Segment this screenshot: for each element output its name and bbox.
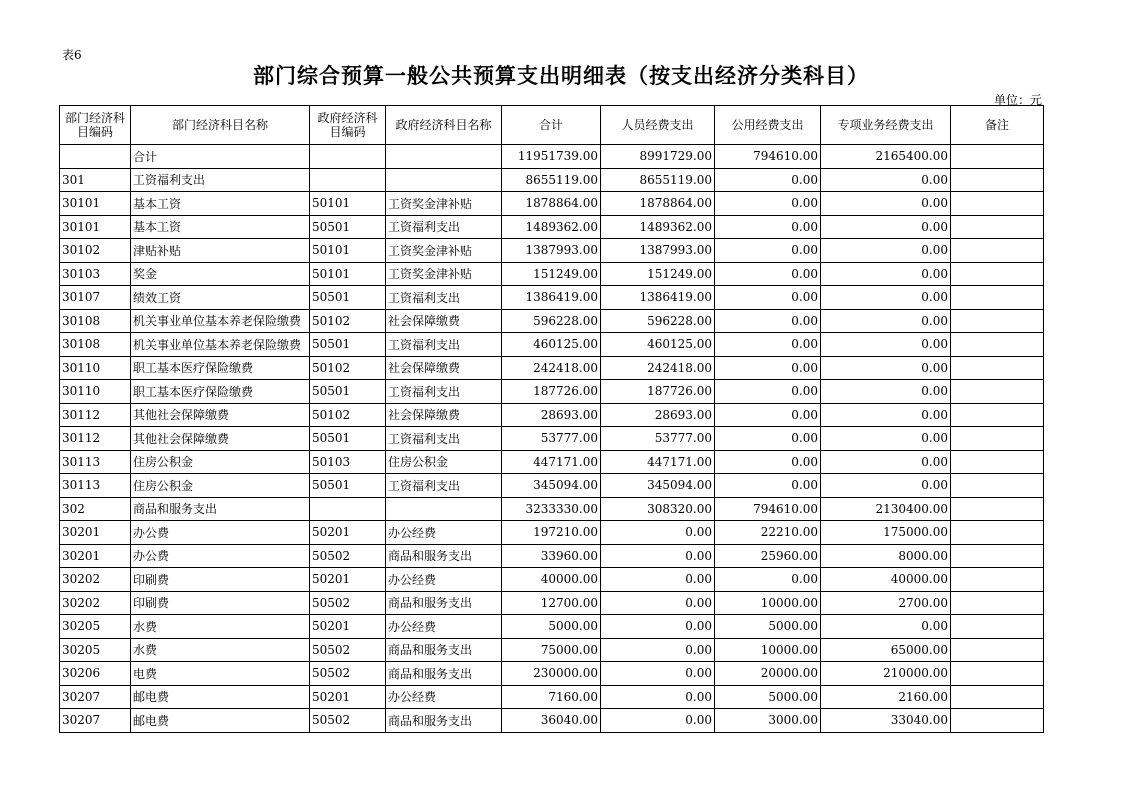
header-personnel: 人员经费支出 bbox=[601, 106, 715, 145]
table-row bbox=[60, 427, 1044, 451]
cell-dept-name: 住房公积金 bbox=[131, 474, 310, 498]
table-row bbox=[60, 239, 1044, 263]
table-body bbox=[60, 145, 1044, 733]
cell-total: 230000.00 bbox=[502, 662, 601, 686]
cell-personnel: 1878864.00 bbox=[601, 192, 715, 216]
header-total: 合计 bbox=[502, 106, 601, 145]
cell-dept-name: 其他社会保障缴费 bbox=[131, 403, 310, 427]
table-row bbox=[60, 638, 1044, 662]
cell-gov-code bbox=[310, 497, 386, 521]
cell-special: 33040.00 bbox=[821, 709, 951, 733]
cell-special: 0.00 bbox=[821, 333, 951, 357]
cell-public: 0.00 bbox=[715, 262, 821, 286]
cell-total: 1387993.00 bbox=[502, 239, 601, 263]
table-row bbox=[60, 168, 1044, 192]
table-row bbox=[60, 544, 1044, 568]
cell-dept-name: 水费 bbox=[131, 615, 310, 639]
cell-public: 10000.00 bbox=[715, 591, 821, 615]
cell-public: 0.00 bbox=[715, 309, 821, 333]
cell-dept-name: 职工基本医疗保险缴费 bbox=[131, 380, 310, 404]
cell-note bbox=[951, 380, 1044, 404]
cell-gov-code: 50201 bbox=[310, 521, 386, 545]
cell-note bbox=[951, 474, 1044, 498]
budget-table bbox=[59, 105, 1044, 733]
cell-personnel: 0.00 bbox=[601, 709, 715, 733]
cell-personnel: 0.00 bbox=[601, 638, 715, 662]
table-row bbox=[60, 662, 1044, 686]
cell-gov-code: 50201 bbox=[310, 568, 386, 592]
cell-special: 0.00 bbox=[821, 239, 951, 263]
cell-dept-code: 30201 bbox=[60, 521, 131, 545]
cell-dept-name: 邮电费 bbox=[131, 709, 310, 733]
cell-gov-name: 社会保障缴费 bbox=[386, 309, 502, 333]
cell-personnel: 8655119.00 bbox=[601, 168, 715, 192]
cell-special: 40000.00 bbox=[821, 568, 951, 592]
cell-dept-code: 30103 bbox=[60, 262, 131, 286]
cell-special: 175000.00 bbox=[821, 521, 951, 545]
cell-public: 0.00 bbox=[715, 192, 821, 216]
cell-personnel: 0.00 bbox=[601, 568, 715, 592]
table-row bbox=[60, 709, 1044, 733]
table-row bbox=[60, 309, 1044, 333]
table-row bbox=[60, 145, 1044, 169]
cell-gov-name: 商品和服务支出 bbox=[386, 591, 502, 615]
cell-total: 5000.00 bbox=[502, 615, 601, 639]
cell-public: 5000.00 bbox=[715, 615, 821, 639]
cell-personnel: 345094.00 bbox=[601, 474, 715, 498]
cell-public: 0.00 bbox=[715, 403, 821, 427]
cell-public: 0.00 bbox=[715, 333, 821, 357]
cell-special: 0.00 bbox=[821, 474, 951, 498]
table-row bbox=[60, 403, 1044, 427]
cell-personnel: 0.00 bbox=[601, 544, 715, 568]
cell-gov-code bbox=[310, 168, 386, 192]
cell-gov-code: 50502 bbox=[310, 709, 386, 733]
cell-dept-code: 30207 bbox=[60, 685, 131, 709]
table-row bbox=[60, 521, 1044, 545]
cell-gov-code: 50101 bbox=[310, 192, 386, 216]
cell-dept-code: 30113 bbox=[60, 450, 131, 474]
cell-total: 151249.00 bbox=[502, 262, 601, 286]
cell-gov-code: 50501 bbox=[310, 215, 386, 239]
header-special: 专项业务经费支出 bbox=[821, 106, 951, 145]
table-row bbox=[60, 380, 1044, 404]
cell-special: 0.00 bbox=[821, 309, 951, 333]
cell-note bbox=[951, 521, 1044, 545]
cell-gov-code: 50501 bbox=[310, 286, 386, 310]
cell-note bbox=[951, 239, 1044, 263]
cell-special: 0.00 bbox=[821, 262, 951, 286]
table-row bbox=[60, 356, 1044, 380]
table-row bbox=[60, 615, 1044, 639]
cell-note bbox=[951, 544, 1044, 568]
header-gov-code: 政府经济科目编码 bbox=[310, 106, 386, 145]
cell-note bbox=[951, 145, 1044, 169]
cell-personnel: 28693.00 bbox=[601, 403, 715, 427]
cell-personnel: 53777.00 bbox=[601, 427, 715, 451]
cell-public: 25960.00 bbox=[715, 544, 821, 568]
cell-dept-name: 机关事业单位基本养老保险缴费 bbox=[131, 333, 310, 357]
cell-note bbox=[951, 662, 1044, 686]
cell-dept-name: 电费 bbox=[131, 662, 310, 686]
cell-personnel: 242418.00 bbox=[601, 356, 715, 380]
cell-personnel: 0.00 bbox=[601, 521, 715, 545]
cell-public: 0.00 bbox=[715, 380, 821, 404]
cell-gov-code: 50102 bbox=[310, 403, 386, 427]
cell-dept-code: 30207 bbox=[60, 709, 131, 733]
cell-note bbox=[951, 286, 1044, 310]
cell-gov-name: 工资福利支出 bbox=[386, 286, 502, 310]
cell-total: 460125.00 bbox=[502, 333, 601, 357]
cell-public: 3000.00 bbox=[715, 709, 821, 733]
cell-note bbox=[951, 192, 1044, 216]
cell-dept-code: 30102 bbox=[60, 239, 131, 263]
cell-note bbox=[951, 497, 1044, 521]
cell-gov-name: 住房公积金 bbox=[386, 450, 502, 474]
cell-personnel: 0.00 bbox=[601, 591, 715, 615]
cell-dept-code: 30101 bbox=[60, 192, 131, 216]
cell-gov-name: 工资福利支出 bbox=[386, 427, 502, 451]
cell-personnel: 1387993.00 bbox=[601, 239, 715, 263]
table-row bbox=[60, 333, 1044, 357]
cell-gov-name: 商品和服务支出 bbox=[386, 638, 502, 662]
cell-dept-name: 基本工资 bbox=[131, 215, 310, 239]
table-row bbox=[60, 215, 1044, 239]
cell-total: 7160.00 bbox=[502, 685, 601, 709]
cell-note bbox=[951, 450, 1044, 474]
cell-gov-name: 工资奖金津补贴 bbox=[386, 239, 502, 263]
cell-personnel: 308320.00 bbox=[601, 497, 715, 521]
table-row bbox=[60, 685, 1044, 709]
cell-personnel: 447171.00 bbox=[601, 450, 715, 474]
cell-note bbox=[951, 262, 1044, 286]
cell-total: 12700.00 bbox=[502, 591, 601, 615]
table-row bbox=[60, 591, 1044, 615]
cell-dept-code: 30206 bbox=[60, 662, 131, 686]
cell-dept-name: 基本工资 bbox=[131, 192, 310, 216]
table-row bbox=[60, 568, 1044, 592]
cell-note bbox=[951, 215, 1044, 239]
cell-public: 5000.00 bbox=[715, 685, 821, 709]
cell-total: 40000.00 bbox=[502, 568, 601, 592]
cell-special: 8000.00 bbox=[821, 544, 951, 568]
cell-total: 1878864.00 bbox=[502, 192, 601, 216]
cell-special: 0.00 bbox=[821, 450, 951, 474]
cell-dept-code: 30110 bbox=[60, 380, 131, 404]
cell-public: 0.00 bbox=[715, 450, 821, 474]
cell-special: 2165400.00 bbox=[821, 145, 951, 169]
cell-gov-code bbox=[310, 145, 386, 169]
cell-personnel: 0.00 bbox=[601, 685, 715, 709]
cell-note bbox=[951, 709, 1044, 733]
cell-gov-name: 社会保障缴费 bbox=[386, 356, 502, 380]
cell-note bbox=[951, 615, 1044, 639]
cell-gov-name bbox=[386, 168, 502, 192]
cell-public: 0.00 bbox=[715, 568, 821, 592]
cell-gov-code: 50501 bbox=[310, 333, 386, 357]
cell-gov-name: 工资福利支出 bbox=[386, 215, 502, 239]
cell-dept-name: 印刷费 bbox=[131, 568, 310, 592]
cell-gov-code: 50502 bbox=[310, 662, 386, 686]
cell-dept-code: 30112 bbox=[60, 403, 131, 427]
cell-public: 0.00 bbox=[715, 474, 821, 498]
cell-gov-code: 50201 bbox=[310, 685, 386, 709]
cell-dept-code: 30202 bbox=[60, 568, 131, 592]
cell-special: 0.00 bbox=[821, 403, 951, 427]
cell-gov-code: 50502 bbox=[310, 591, 386, 615]
cell-special: 0.00 bbox=[821, 168, 951, 192]
table-row bbox=[60, 286, 1044, 310]
cell-gov-code: 50102 bbox=[310, 309, 386, 333]
header-dept-name: 部门经济科目名称 bbox=[131, 106, 310, 145]
cell-public: 0.00 bbox=[715, 427, 821, 451]
cell-gov-code: 50201 bbox=[310, 615, 386, 639]
cell-personnel: 1489362.00 bbox=[601, 215, 715, 239]
cell-total: 11951739.00 bbox=[502, 145, 601, 169]
cell-dept-name: 邮电费 bbox=[131, 685, 310, 709]
cell-public: 20000.00 bbox=[715, 662, 821, 686]
cell-note bbox=[951, 638, 1044, 662]
cell-total: 3233330.00 bbox=[502, 497, 601, 521]
cell-gov-name: 商品和服务支出 bbox=[386, 662, 502, 686]
cell-public: 0.00 bbox=[715, 168, 821, 192]
cell-gov-name: 商品和服务支出 bbox=[386, 544, 502, 568]
cell-gov-code: 50101 bbox=[310, 262, 386, 286]
cell-dept-code: 30205 bbox=[60, 615, 131, 639]
cell-gov-code: 50501 bbox=[310, 427, 386, 451]
unit-label: 单位：元 bbox=[993, 93, 1042, 107]
cell-note bbox=[951, 168, 1044, 192]
cell-personnel: 0.00 bbox=[601, 615, 715, 639]
cell-dept-code bbox=[60, 145, 131, 169]
cell-dept-code: 30205 bbox=[60, 638, 131, 662]
cell-special: 0.00 bbox=[821, 192, 951, 216]
cell-dept-code: 30110 bbox=[60, 356, 131, 380]
cell-gov-code: 50102 bbox=[310, 356, 386, 380]
cell-dept-code: 30101 bbox=[60, 215, 131, 239]
cell-dept-name: 绩效工资 bbox=[131, 286, 310, 310]
cell-dept-name: 合计 bbox=[131, 145, 310, 169]
header-public: 公用经费支出 bbox=[715, 106, 821, 145]
cell-dept-name: 水费 bbox=[131, 638, 310, 662]
cell-note bbox=[951, 568, 1044, 592]
cell-gov-name: 工资奖金津补贴 bbox=[386, 262, 502, 286]
cell-gov-name: 办公经费 bbox=[386, 615, 502, 639]
cell-special: 0.00 bbox=[821, 286, 951, 310]
cell-special: 2700.00 bbox=[821, 591, 951, 615]
cell-special: 0.00 bbox=[821, 427, 951, 451]
cell-special: 0.00 bbox=[821, 356, 951, 380]
cell-public: 0.00 bbox=[715, 215, 821, 239]
cell-gov-code: 50101 bbox=[310, 239, 386, 263]
table-row bbox=[60, 192, 1044, 216]
cell-gov-code: 50502 bbox=[310, 544, 386, 568]
table-row bbox=[60, 474, 1044, 498]
cell-total: 447171.00 bbox=[502, 450, 601, 474]
cell-total: 8655119.00 bbox=[502, 168, 601, 192]
cell-dept-name: 奖金 bbox=[131, 262, 310, 286]
cell-dept-name: 机关事业单位基本养老保险缴费 bbox=[131, 309, 310, 333]
cell-gov-name: 社会保障缴费 bbox=[386, 403, 502, 427]
cell-gov-code: 50501 bbox=[310, 380, 386, 404]
cell-gov-name: 办公经费 bbox=[386, 568, 502, 592]
cell-special: 2130400.00 bbox=[821, 497, 951, 521]
cell-public: 794610.00 bbox=[715, 497, 821, 521]
cell-gov-name: 办公经费 bbox=[386, 685, 502, 709]
cell-total: 53777.00 bbox=[502, 427, 601, 451]
cell-public: 0.00 bbox=[715, 239, 821, 263]
cell-public: 794610.00 bbox=[715, 145, 821, 169]
cell-note bbox=[951, 403, 1044, 427]
cell-personnel: 0.00 bbox=[601, 662, 715, 686]
cell-dept-code: 30202 bbox=[60, 591, 131, 615]
cell-personnel: 1386419.00 bbox=[601, 286, 715, 310]
cell-gov-name bbox=[386, 497, 502, 521]
cell-note bbox=[951, 685, 1044, 709]
cell-dept-name: 办公费 bbox=[131, 521, 310, 545]
cell-total: 33960.00 bbox=[502, 544, 601, 568]
cell-dept-name: 职工基本医疗保险缴费 bbox=[131, 356, 310, 380]
header-row bbox=[60, 106, 1044, 145]
cell-note bbox=[951, 356, 1044, 380]
cell-public: 0.00 bbox=[715, 286, 821, 310]
header-gov-name: 政府经济科目名称 bbox=[386, 106, 502, 145]
cell-note bbox=[951, 591, 1044, 615]
cell-dept-code: 30108 bbox=[60, 309, 131, 333]
table-number: 表6 bbox=[62, 48, 82, 62]
cell-total: 36040.00 bbox=[502, 709, 601, 733]
cell-gov-name: 工资奖金津补贴 bbox=[386, 192, 502, 216]
cell-dept-code: 302 bbox=[60, 497, 131, 521]
cell-dept-name: 津贴补贴 bbox=[131, 239, 310, 263]
cell-dept-name: 办公费 bbox=[131, 544, 310, 568]
header-note: 备注 bbox=[951, 106, 1044, 145]
cell-note bbox=[951, 427, 1044, 451]
cell-note bbox=[951, 309, 1044, 333]
cell-total: 596228.00 bbox=[502, 309, 601, 333]
cell-gov-code: 50501 bbox=[310, 474, 386, 498]
cell-dept-name: 工资福利支出 bbox=[131, 168, 310, 192]
cell-personnel: 460125.00 bbox=[601, 333, 715, 357]
cell-total: 187726.00 bbox=[502, 380, 601, 404]
cell-dept-code: 30112 bbox=[60, 427, 131, 451]
cell-special: 0.00 bbox=[821, 380, 951, 404]
page-title: 部门综合预算一般公共预算支出明细表（按支出经济分类科目） bbox=[253, 64, 869, 88]
cell-total: 1386419.00 bbox=[502, 286, 601, 310]
cell-gov-name bbox=[386, 145, 502, 169]
cell-dept-name: 其他社会保障缴费 bbox=[131, 427, 310, 451]
cell-personnel: 187726.00 bbox=[601, 380, 715, 404]
cell-dept-code: 30113 bbox=[60, 474, 131, 498]
cell-total: 75000.00 bbox=[502, 638, 601, 662]
cell-special: 0.00 bbox=[821, 615, 951, 639]
cell-gov-name: 办公经费 bbox=[386, 521, 502, 545]
cell-public: 0.00 bbox=[715, 356, 821, 380]
cell-dept-code: 30201 bbox=[60, 544, 131, 568]
cell-total: 1489362.00 bbox=[502, 215, 601, 239]
cell-gov-code: 50103 bbox=[310, 450, 386, 474]
cell-dept-name: 印刷费 bbox=[131, 591, 310, 615]
cell-total: 345094.00 bbox=[502, 474, 601, 498]
table-row bbox=[60, 450, 1044, 474]
cell-special: 0.00 bbox=[821, 215, 951, 239]
cell-gov-name: 商品和服务支出 bbox=[386, 709, 502, 733]
cell-special: 2160.00 bbox=[821, 685, 951, 709]
header-dept-code: 部门经济科目编码 bbox=[60, 106, 131, 145]
cell-dept-code: 301 bbox=[60, 168, 131, 192]
cell-dept-name: 商品和服务支出 bbox=[131, 497, 310, 521]
cell-personnel: 8991729.00 bbox=[601, 145, 715, 169]
cell-total: 28693.00 bbox=[502, 403, 601, 427]
cell-total: 197210.00 bbox=[502, 521, 601, 545]
cell-note bbox=[951, 333, 1044, 357]
cell-dept-code: 30108 bbox=[60, 333, 131, 357]
cell-special: 65000.00 bbox=[821, 638, 951, 662]
cell-gov-name: 工资福利支出 bbox=[386, 380, 502, 404]
cell-gov-name: 工资福利支出 bbox=[386, 474, 502, 498]
cell-public: 22210.00 bbox=[715, 521, 821, 545]
table-row bbox=[60, 497, 1044, 521]
cell-gov-name: 工资福利支出 bbox=[386, 333, 502, 357]
cell-personnel: 151249.00 bbox=[601, 262, 715, 286]
cell-gov-code: 50502 bbox=[310, 638, 386, 662]
cell-special: 210000.00 bbox=[821, 662, 951, 686]
cell-personnel: 596228.00 bbox=[601, 309, 715, 333]
cell-public: 10000.00 bbox=[715, 638, 821, 662]
cell-total: 242418.00 bbox=[502, 356, 601, 380]
table-row bbox=[60, 262, 1044, 286]
cell-dept-code: 30107 bbox=[60, 286, 131, 310]
cell-dept-name: 住房公积金 bbox=[131, 450, 310, 474]
